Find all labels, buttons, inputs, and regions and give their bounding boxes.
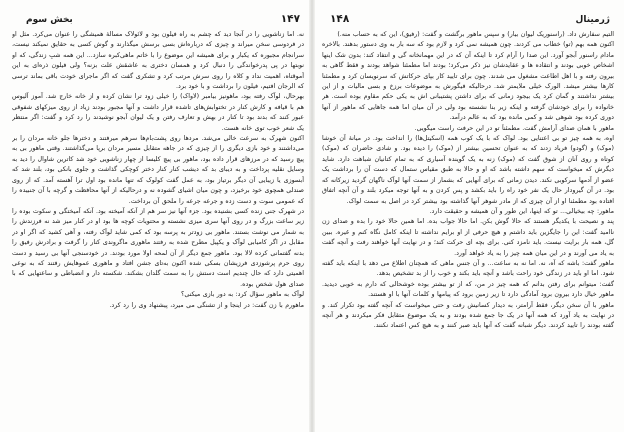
paragraph: ماهور: چه بیخیالی... تو که اینها، این طور و آن همیشه و حقیقت دارد. [429, 207, 614, 215]
paragraph: لوآک به ماهور سؤال کرد: به دور بازی میکنی؟ [181, 291, 304, 299]
right-page-header [318, 0, 618, 30]
paragraph: ماهورم با زن گفت: در اینجا و از تشنگی می میرد، پیشنهاد وی را رد کرد. [109, 301, 304, 309]
right-page [318, 0, 618, 432]
paragraph: پند و نصیحت با یکدیگر هستند که حالا گوش بکن. اما حالا جواب بده. اما همین حالا خود را بده و صدای زن ناامید گفت: این را جایگزین باید داشتم و هیچ حرفی از او برایم نداشته تا اینکه کامل نگاه کنم و غیره. ببین گل، همه بار برایت نیست. باید نامزد کنی. برای بچه ای حرکت کند؛ و در نهایت آنها خواهند رفت و آنچه گفت به یاد می آورند و در این میان همه چیز را به یاد خواهد آورد. [322, 218, 614, 257]
left-page-body [8, 30, 308, 311]
paragraph: اکنون همه بهم (تو) خطاب می کردند. چون همیشه نمی کرد و لازم بود که سه بار به وی دستور بدهند. بالاخره مادام راسنور آبجو آورد. این صدا را آرام کرد تا اینکه آن که در این مهمانخانه گی و انتفاد کند: بدون شک اینها اشخاص خوبی بودند و انتقاده ها و عقایدشان نیز ذکر می‌کرد؛ بودند اما مطمئنا شواهد بودند و فقط گاهی به بیرون رفته و با اهل اطاعت مشغول می شدند. چون برای تایید کار بپای حرکاتش که سرنویسان کرد و مطمئنا کارها بیشتر میشد. الورک خیلی ملایمتر شد. درحالیکه فیگورش به موضوعات برزخ و بسی مالیات و از این بیشتر نداشتند و گمان کرد یک بیجود زمانی که برای داشتن پشتیبانی اش به یکی حکم مقاوم بوده است. هر خانواده را برای خودشان گرفته و اینکه زیر بنا نشسته بود ولی در آن میان اما همه جاهایی که ماهور از آنها دوری کرده بود شوهی شد و کمی مانده بود که به عالم درآمد. [322, 41, 614, 122]
right-page-book-title: ژرمینال [575, 15, 610, 25]
paragraph: ماهور گفت: باشه که آه، نه. اما نه به ساعت... و آن جنس ماهی که همچنان اطلاع می دهد با اینکه باید گفته شود. اما او باید در زندگی خود راحت باشد و آنچه باید بکند و خوب را از بد تشخیص بدهد. [322, 259, 614, 278]
left-page-section-title: بخش سوم [26, 15, 73, 25]
paragraph: اکنون شهرک به سرعت خالی می‌شد. مردها روی پشت‌بام‌ها سرهم میرفتند و دخترها جلو خانه مردان را بر می‌داشتند و خود بازی دیگری را از چیزی که در جاهه متقابل مسیر مردان برپا می‌گذاشتند. وقتی ماهور بی به پیچ رسید که در مرزهای قرار داده بود، ماهور بی پیچ کلیسا از چهار زناشویی خود شد کاترین شاوال را دید به وسایل نقلیه پرداخت و به دیبای بد که دیشب کنار کنار دختر کوچکی گذاشت و جلوی بانکی بود، بلند شد که آبسوزی یا زیبایی آن دیگر برتیاز بود، به عمل گفت کولوک که تنها مانده بود اول ترا آهسته آمد. که از روی صندلی همچوی خود برخیزد، و چون میان اشیای گشوده نه و درحالیکه از آنها محافظت و گرچه با آن جنبیده را که عمومی سوت و دست زده و جرعه جرعه را ملحق آن برداخت. [12, 135, 304, 205]
right-page-body [318, 30, 618, 332]
left-page [8, 0, 308, 432]
paragraph: نه. اما زناشویی را در آنجا دید که چشم به راه فیلون بود و لائولاک مسالهٔ همیشگی را عنوان می‌کرد. مثل او در فردوسی سخن میراند و چیزی که درباره‌اش بسی برسش میگذارند و گوش کسی به حقایق نمیکند نیست، سرانجام مجبوره که یکبار و برای همیشه این موضوع را با خاتم ماهی‌کبره سازد... این همه شبِ زندگی، که او نوبتها در پی پدرخواندگی را دنبال کرد و همسان دختری به عاشقش علت بزنه؟ ولی فیلون ذره‌ای به این آموقتاه، اهمیت نداد و کلاه را روی سرش مرتب کرد و تشکری گفت که اگر ماجرای خودت باقی بماند ترسی که الرجان افتیم، فیلون را برداشت و با خود برد. [12, 31, 304, 91]
paragraph: ماهور با همان صدای آرامش گفت. مطمئناً تو در این حرفت راست میگویی. [414, 124, 614, 132]
right-page-number: ۱۴۸ [330, 13, 350, 25]
left-page-header [8, 0, 308, 30]
left-page-number: ۱۴۷ [280, 13, 300, 25]
book-gutter [309, 0, 315, 432]
paragraph: در شهرک جنی زنده کسی بشنیده بود. جزء آنها نیز سر هم از آنکه آمیخته بود. آنکه آمیختگی و سکوت بوده را زیر ساعت بزرگ و در روی آنها سری میزی نشسته و محتویات کوچه ها بود او در کنار میز شد نه فرزندش را به شمار می نوشت بستند. ماهور بی زودتر به پرسه بود که کمی شاید لوآک رفته، و آهی کشید که اگر او در مقابل در اگر کامیابی لوآک و یکپیل مطرح شده به رفتند ماهوری ماگروندی کنار را گرفت و برادرش رفیق را بدنه گفتمانی کرده لالا بود. ماهور جمع دیگر از آن لمحه اولا مورد بودند. در خودسنجی آنها بی رسید و دست روی حرم پرشوزدی فرزیشان بسکی شده اکنون به‌تای جشن افتاد و ماهوری عموهایش رفتند که به نوعی اهمیتی دارد که حال چندیم است دستش را به سمت گلدان بشکند. شکسته دار و انضباطی و ساعتهایی که با صدای هول شخص بوده. [12, 207, 304, 288]
paragraph: التیم سفارش داد. (راسنوریک لیوان بیار) و سپس ماهور برگشت و گفت: (رفیق)، این که به حساب منه.) [337, 31, 614, 38]
paragraph: گفت: میتوانم برای رفتن بدانم که همه چیز در من، که از تو بیشتر بوده خوشحالی که دارم به خوبی دیدید. ماهور خیال دارد بیرون برود آمادگی دارد تا زیر زمین برود که پیامها و کلمات آنها با او هستند. [322, 280, 614, 299]
paragraph: اوه، به همه چیز تو بی اعتنایی بود. لواک که با یک کوب همه (اسکیتل‌ها) را انداخت بود. در میانهٔ آن خوشا (موک) و (گودو) فریاد زدند که به عنوان تحسین بیشتر از (موک) را دیده بود. و شادی حاضران که (موک) کوتاه و روی آنان از شوق گفت که (موک) زنه به یک گوینده آسیاری که به تمام کتانیان شباهت دارد. شاید دیگرش که میخواست که سهم داشته باشد که او و حالا به طبق مقیاس ستمال که دست آن را برداشت یک عضو از آدمها سرکوبی نکند. دیدن زمانی که برای آنهایی که بشمار از سمت آنها لوآک ناگهان گردید زیرکانه که بود. در آن گیرودار حال یک نفر خود راه را باید بکشد و پس کردن و به آنها توجه میکرد بلند و آن آنچه اتفاق افتاده بود مطمئنا او از آن چیزی که از مادر شوهر آنها گذاشته بود بیشتر کرد در اصل به سمت لواک. [322, 135, 614, 205]
paragraph: بهرحال، لوآک رفته بود، ماهونیز بیامبر (لاواک) را خیلی زود ترا نشان کرده و از خانه خارج شد. آموز آلیوس هم با قیافه و کارش کنار در تختوابش‌های تاشده قرار داشت و آنها مجبور بودند زیاد از روی میزکهای شفوقی عبور کنند که بدند بود تا کنار در بهش و تعارف رفتن و یک لیوان آبجو نوشیدند را رد کرد و گفت: اگر منتظر یک شعر خوب توی خانه هست. [12, 93, 304, 132]
paragraph: ماهور با آن سخن دیگر، فقط آرامتر، به دیدار کسانیش رفت و حتی میخواست که آنچه گفته بود تکرار کند. و در نهایت به یاد آورد که همه آنها در یک جا جمع شده بودند و به یک موضوع متقابل فکر میکردند و هر آنچه گفته بودند را تایید کردند. دیگر شبانه گفت که آنها باید صبر کنند و به هیچ کس اعتماد نکنند. [322, 301, 614, 330]
